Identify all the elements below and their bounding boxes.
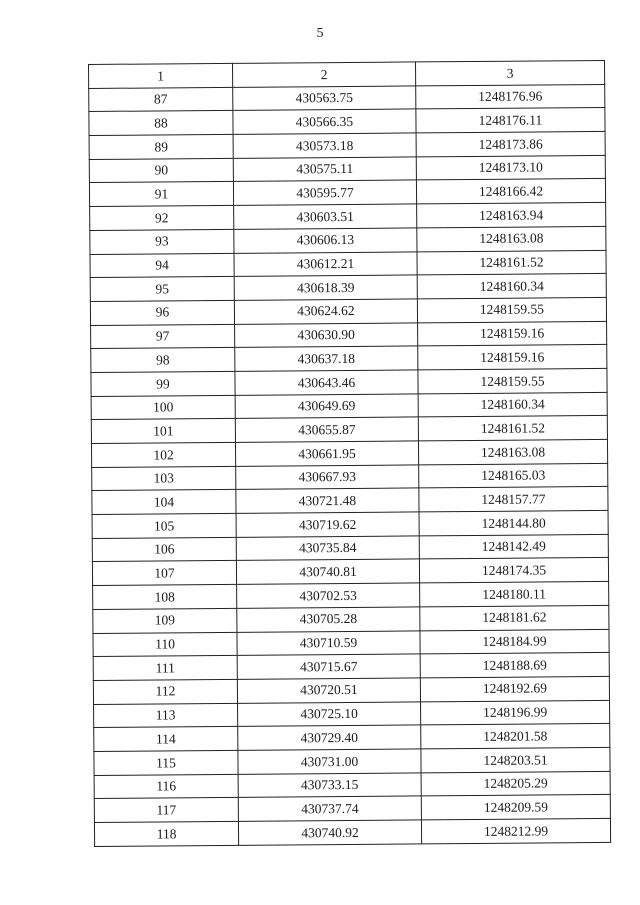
point-number-cell: 106 xyxy=(92,537,236,562)
column-header-2: 2 xyxy=(232,62,415,87)
x-coordinate-cell: 430733.15 xyxy=(238,773,421,798)
point-number-cell: 117 xyxy=(94,798,238,823)
point-number-cell: 107 xyxy=(92,561,236,586)
y-coordinate-cell: 1248166.42 xyxy=(416,179,605,204)
y-coordinate-cell: 1248144.80 xyxy=(419,510,608,535)
y-coordinate-cell: 1248159.55 xyxy=(417,297,606,322)
x-coordinate-cell: 430563.75 xyxy=(233,86,416,111)
x-coordinate-cell: 430624.62 xyxy=(234,299,417,324)
y-coordinate-cell: 1248201.58 xyxy=(421,724,610,749)
point-number-cell: 108 xyxy=(93,584,237,609)
point-number-cell: 100 xyxy=(91,395,235,420)
y-coordinate-cell: 1248174.35 xyxy=(419,558,608,583)
point-number-cell: 95 xyxy=(90,277,234,302)
x-coordinate-cell: 430661.95 xyxy=(235,441,418,466)
x-coordinate-cell: 430655.87 xyxy=(235,417,418,442)
x-coordinate-cell: 430649.69 xyxy=(235,394,418,419)
x-coordinate-cell: 430720.51 xyxy=(237,678,420,703)
y-coordinate-cell: 1248209.59 xyxy=(421,795,610,820)
y-coordinate-cell: 1248176.96 xyxy=(416,84,605,109)
x-coordinate-cell: 430740.92 xyxy=(238,820,421,845)
point-number-cell: 94 xyxy=(90,253,234,278)
point-number-cell: 99 xyxy=(91,371,235,396)
table-body xyxy=(89,84,611,846)
y-coordinate-cell: 1248159.16 xyxy=(418,345,607,370)
y-coordinate-cell: 1248173.10 xyxy=(416,155,605,180)
x-coordinate-cell: 430630.90 xyxy=(235,322,418,347)
y-coordinate-cell: 1248173.86 xyxy=(416,132,605,157)
y-coordinate-cell: 1248159.55 xyxy=(418,368,607,393)
y-coordinate-cell: 1248163.94 xyxy=(417,203,606,228)
y-coordinate-cell: 1248205.29 xyxy=(421,771,610,796)
point-number-cell: 115 xyxy=(94,750,238,775)
x-coordinate-cell: 430603.51 xyxy=(234,204,417,229)
y-coordinate-cell: 1248184.99 xyxy=(420,629,609,654)
point-number-cell: 101 xyxy=(91,419,235,444)
point-number-cell: 97 xyxy=(91,324,235,349)
x-coordinate-cell: 430618.39 xyxy=(234,275,417,300)
y-coordinate-cell: 1248163.08 xyxy=(417,226,606,251)
point-number-cell: 103 xyxy=(92,466,236,491)
x-coordinate-cell: 430725.10 xyxy=(238,701,421,726)
y-coordinate-cell: 1248161.52 xyxy=(418,416,607,441)
x-coordinate-cell: 430735.84 xyxy=(236,536,419,561)
point-number-cell: 88 xyxy=(89,111,233,136)
point-number-cell: 87 xyxy=(89,87,233,112)
y-coordinate-cell: 1248157.77 xyxy=(419,487,608,512)
y-coordinate-cell: 1248163.08 xyxy=(418,439,607,464)
x-coordinate-cell: 430573.18 xyxy=(233,133,416,158)
point-number-cell: 105 xyxy=(92,513,236,538)
point-number-cell: 110 xyxy=(93,632,237,657)
point-number-cell: 98 xyxy=(91,348,235,373)
y-coordinate-cell: 1248142.49 xyxy=(419,534,608,559)
x-coordinate-cell: 430595.77 xyxy=(233,180,416,205)
x-coordinate-cell: 430612.21 xyxy=(234,251,417,276)
column-header-1: 1 xyxy=(89,63,233,88)
point-number-cell: 112 xyxy=(93,679,237,704)
point-number-cell: 111 xyxy=(93,656,237,681)
y-coordinate-cell: 1248180.11 xyxy=(420,582,609,607)
y-coordinate-cell: 1248159.16 xyxy=(418,321,607,346)
y-coordinate-cell: 1248188.69 xyxy=(420,653,609,678)
x-coordinate-cell: 430731.00 xyxy=(238,749,421,774)
x-coordinate-cell: 430737.74 xyxy=(238,796,421,821)
point-number-cell: 91 xyxy=(89,182,233,207)
point-number-cell: 118 xyxy=(94,821,238,846)
page-number: 5 xyxy=(316,26,324,41)
point-number-cell: 90 xyxy=(89,158,233,183)
column-header-3: 3 xyxy=(415,60,604,85)
point-number-cell: 104 xyxy=(92,490,236,515)
y-coordinate-cell: 1248203.51 xyxy=(421,747,610,772)
x-coordinate-cell: 430667.93 xyxy=(236,465,419,490)
x-coordinate-cell: 430729.40 xyxy=(238,725,421,750)
y-coordinate-cell: 1248212.99 xyxy=(421,818,610,843)
x-coordinate-cell: 430566.35 xyxy=(233,109,416,134)
point-number-cell: 89 xyxy=(89,134,233,159)
y-coordinate-cell: 1248181.62 xyxy=(420,605,609,630)
x-coordinate-cell: 430740.81 xyxy=(236,559,419,584)
point-number-cell: 102 xyxy=(91,442,235,467)
x-coordinate-cell: 430637.18 xyxy=(235,346,418,371)
y-coordinate-cell: 1248176.11 xyxy=(416,108,605,133)
y-coordinate-cell: 1248196.99 xyxy=(421,700,610,725)
x-coordinate-cell: 430721.48 xyxy=(236,488,419,513)
x-coordinate-cell: 430705.28 xyxy=(237,607,420,632)
point-number-cell: 92 xyxy=(90,205,234,230)
y-coordinate-cell: 1248192.69 xyxy=(420,676,609,701)
y-coordinate-cell: 1248160.34 xyxy=(418,392,607,417)
point-number-cell: 109 xyxy=(93,608,237,633)
x-coordinate-cell: 430606.13 xyxy=(234,228,417,253)
x-coordinate-cell: 430710.59 xyxy=(237,630,420,655)
table-row xyxy=(94,818,610,846)
y-coordinate-cell: 1248165.03 xyxy=(419,463,608,488)
point-number-cell: 96 xyxy=(90,300,234,325)
x-coordinate-cell: 430719.62 xyxy=(236,512,419,537)
y-coordinate-cell: 1248160.34 xyxy=(417,274,606,299)
x-coordinate-cell: 430715.67 xyxy=(237,654,420,679)
y-coordinate-cell: 1248161.52 xyxy=(417,250,606,275)
point-number-cell: 93 xyxy=(90,229,234,254)
x-coordinate-cell: 430702.53 xyxy=(237,583,420,608)
coordinates-table xyxy=(88,60,611,847)
point-number-cell: 116 xyxy=(94,774,238,799)
point-number-cell: 114 xyxy=(94,727,238,752)
x-coordinate-cell: 430643.46 xyxy=(235,370,418,395)
x-coordinate-cell: 430575.11 xyxy=(233,157,416,182)
point-number-cell: 113 xyxy=(94,703,238,728)
